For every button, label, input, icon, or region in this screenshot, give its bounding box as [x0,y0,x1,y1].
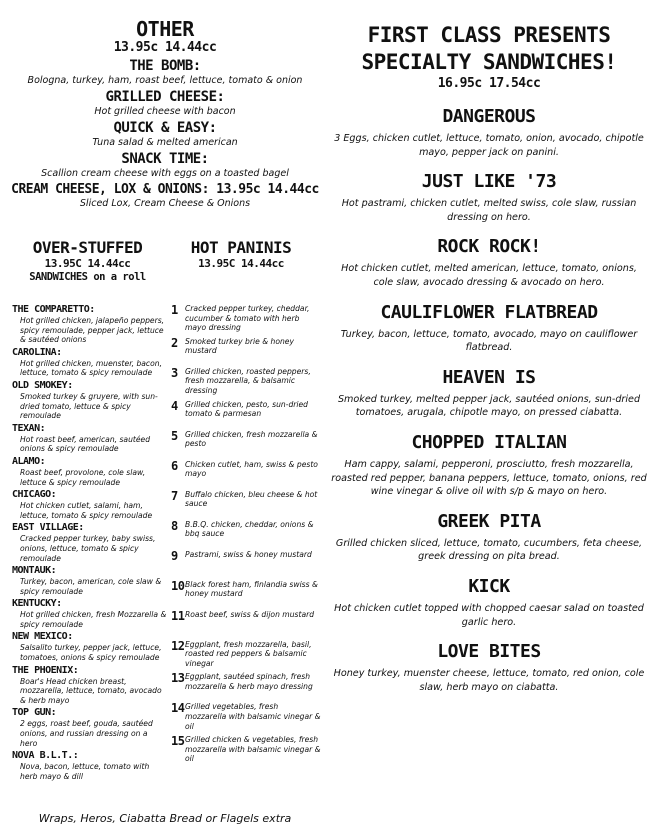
overstuffed-list [12,304,167,783]
list-item [171,490,321,516]
item-name: ALAMO: [12,455,46,467]
paninis-price: 13.95C 14.44cc [198,257,284,270]
item-name: KICK [468,575,510,597]
item-desc: Nova, bacon, lettuce, tomato with herb mayo & dill [20,762,150,781]
list-item [171,550,321,576]
item-desc: Tuna salad & melted american [92,137,238,148]
item-name: NEW MEXICO: [12,631,73,643]
item-desc: Turkey, bacon, lettuce, tomato, avocado, mayo on cauliflower flatbread. [340,328,638,354]
list-item [12,750,167,781]
list-item [171,304,321,333]
specialty-item [330,367,648,420]
item-name: QUICK & EASY: [113,120,217,136]
list-item [12,565,167,596]
paninis-list [171,304,321,768]
item-desc: Pastrami, swiss & honey mustard [185,549,312,559]
item-desc: Hot chicken cutlet, salami, ham, lettuce, tomato & spicy remoulade [20,501,153,520]
other-section [0,18,330,210]
item-desc: Honey turkey, muenster cheese, lettuce, tomato, red onion, cole slaw, herb mayo on ciabatta. [333,668,645,693]
item-desc: Boar's Head chicken breast, mozzarella, lettuce, tomato, avocado & herb mayo [20,676,162,705]
item-desc: Grilled chicken, roasted peppers, fresh mozzarella, & balsamic dressing [185,366,311,395]
item-desc: Hot chicken cutlet topped with chopped caesar salad on toasted garlic hero. [334,602,644,628]
specialty-item [330,576,648,629]
item-desc: Grilled chicken & vegetables, fresh mozzarella with balsamic vinegar & oil [185,735,321,764]
item-number: 8 [171,518,178,533]
list-item [12,707,167,748]
item-number: 3 [171,365,178,380]
specialty-title-line1: FIRST CLASS PRESENTS [367,23,611,47]
item-desc: 2 eggs, roast beef, gouda, sautéed onions, and russian dressing on a hero [20,719,153,748]
item-desc: Hot grilled cheese with bacon [94,106,236,117]
item-name: TEXAN: [12,422,46,434]
item-desc: B.B.Q. chicken, cheddar, onions & bbq sauce [185,519,314,539]
item-name: THE PHOENIX: [12,664,79,676]
item-desc: Bologna, turkey, ham, roast beef, lettuce, tomato & onion [27,75,303,86]
item-desc: Hot grilled chicken, fresh Mozzarella & spicy remoulade [20,610,167,629]
list-item [171,337,321,363]
list-item [171,580,321,606]
list-item [171,400,321,426]
paninis-header [176,238,306,270]
item-number: 5 [171,428,178,443]
item-desc: Hot roast beef, american, sautéed onions & spicy remoulade [20,434,151,454]
item-number: 10 [171,578,185,593]
item-desc: Black forest ham, finlandia swiss & honey mustard [185,579,318,599]
specialty-section [330,22,648,706]
item-name: OLD SMOKEY: [12,379,73,391]
item-desc: Turkey, bacon, american, cole slaw & spicy remoulade [20,577,162,596]
item-name: THE COMPARETTO: [12,304,95,315]
specialty-item [330,106,648,159]
specialty-item [330,432,648,499]
overstuffed-subtitle: SANDWICHES on a roll [29,271,146,283]
list-item [171,367,321,396]
item-name: CHOPPED ITALIAN [411,431,567,453]
list-item [12,347,167,378]
item-desc: Grilled vegetables, fresh mozzarella with balsamic vinegar & oil [185,702,321,731]
item-desc: Cracked pepper turkey, baby swiss, onions, lettuce, tomato & spicy remoulade [20,534,156,563]
item-desc: Hot grilled chicken, jalapeño peppers, spicy remoulade, pepper jack, lettuce & sautéed onions [20,316,165,345]
item-name: CAULIFLOWER FLATBREAD [380,301,598,323]
list-item [12,522,167,563]
list-item [171,672,321,698]
list-item [171,520,321,546]
item-name: HEAVEN IS [442,366,536,388]
item-desc: Hot chicken cutlet, melted american, lettuce, tomato, onions, cole slaw, avocado dressing & avocado on hero. [341,263,637,288]
specialty-item [330,641,648,694]
item-desc: Smoked turkey & gruyere, with sun-dried tomato, lettuce & spicy remoulade [20,391,158,421]
item-name: TOP GUN: [12,707,57,719]
item-desc: Grilled chicken, fresh mozzarella & pesto [185,429,318,449]
list-item [12,456,167,487]
item-desc: Grilled chicken, pesto, sun-dried tomato & parmesan [185,399,308,419]
item-name: ROCK ROCK! [437,236,541,258]
list-item [12,631,167,662]
item-desc: Hot pastrami, chicken cutlet, melted swiss, cole slaw, russian dressing on hero. [341,198,637,223]
specialty-title-line2: SPECIALTY SANDWICHES! [361,50,617,74]
list-item [12,598,167,629]
list-item [171,735,321,764]
extra-note: Wraps, Heros, Ciabatta Bread or Flagels extra [38,812,292,825]
item-name: THE BOMB: [129,58,201,74]
item-desc: Eggplant, fresh mozzarella, basil, roasted red peppers & balsamic vinegar [185,639,312,668]
item-desc: Smoked turkey, melted pepper jack, sautéed onions, sun-dried tomatoes, arugala, chipotle mayo, on pressed ciabatta. [337,393,641,419]
specialty-price: 16.95c 17.54cc [437,76,541,91]
item-desc: Cracked pepper turkey, cheddar, cucumber & tomato with herb mayo dressing [185,304,310,333]
item-number: 6 [171,458,178,473]
item-number: 9 [171,548,178,563]
item-name: JUST LIKE '73 [421,171,557,193]
item-name: CAROLINA: [12,346,62,358]
item-name: MONTAUK: [12,565,57,577]
item-name: EAST VILLAGE: [12,522,84,534]
lox-name: CREAM CHEESE, LOX & ONIONS: 13.95c 14.44cc [11,182,319,197]
list-item [12,665,167,706]
item-name: KENTUCKY: [12,598,62,610]
item-name: SNACK TIME: [121,151,209,167]
lox-desc: Sliced Lox, Cream Cheese & Onions [79,198,251,209]
item-desc: Smoked turkey brie & honey mustard [185,336,294,356]
item-number: 11 [171,608,185,623]
item-desc: Buffalo chicken, bleu cheese & hot sauce [185,489,318,509]
paninis-heading: HOT PANINIS [190,238,292,257]
overstuffed-price: 13.95C 14.44cc [44,257,131,270]
item-desc: Ham cappy, salami, pepperoni, prosciutto, fresh mozzarella, roasted red pepper, banana peppers, lettuce, tomato, onions, red wine vinegar & olive oil with s/p & mayo on hero. [331,458,647,498]
item-desc: Salsalito turkey, pepper jack, lettuce, tomatoes, onions & spicy remoulade [20,643,162,663]
list-item [12,423,167,454]
item-number: 1 [171,303,178,317]
other-price: 13.95c 14.44cc [113,40,217,55]
item-number: 12 [171,638,185,653]
specialty-item [330,302,648,355]
item-desc: Grilled chicken sliced, lettuce, tomato, cucumbers, feta cheese, greek dressing on pita bread. [335,537,643,563]
item-name: CHICAGO: [12,489,57,501]
list-item [171,430,321,456]
specialty-item [330,511,648,564]
item-number: 7 [171,488,178,503]
list-item [12,380,167,421]
overstuffed-header [5,238,170,284]
other-heading: OTHER [136,17,194,41]
item-name: GREEK PITA [437,510,541,532]
item-desc: Scallion cream cheese with eggs on a toasted bagel [41,168,289,179]
item-number: 14 [171,701,185,716]
item-name: LOVE BITES [437,641,541,663]
specialty-item [330,236,648,289]
item-number: 15 [171,734,185,749]
item-desc: Roast beef, provolone, cole slaw, lettuce & spicy remoulade [20,467,146,487]
item-desc: Hot grilled chicken, muenster, bacon, lettuce, tomato & spicy remoulade [20,358,162,378]
item-name: NOVA B.L.T.: [12,750,79,762]
item-desc: 3 Eggs, chicken cutlet, lettuce, tomato, onion, avocado, chipotle mayo, pepper jack on panini. [334,133,644,158]
item-desc: Eggplant, sautéed spinach, fresh mozzarella & herb mayo dressing [185,672,313,691]
item-desc: Chicken cutlet, ham, swiss & pesto mayo [185,459,318,479]
list-item [12,489,167,520]
item-name: GRILLED CHEESE: [105,89,225,105]
specialty-item [330,171,648,224]
item-name: DANGEROUS [442,106,536,127]
list-item [171,640,321,669]
list-item [171,610,321,636]
overstuffed-heading: OVER-STUFFED [32,238,143,257]
item-number: 4 [171,398,178,413]
list-item [171,460,321,486]
list-item [171,702,321,731]
list-item [12,304,167,345]
item-number: 2 [171,335,178,350]
item-number: 13 [171,671,185,686]
item-desc: Roast beef, swiss & dijon mustard [185,609,315,619]
